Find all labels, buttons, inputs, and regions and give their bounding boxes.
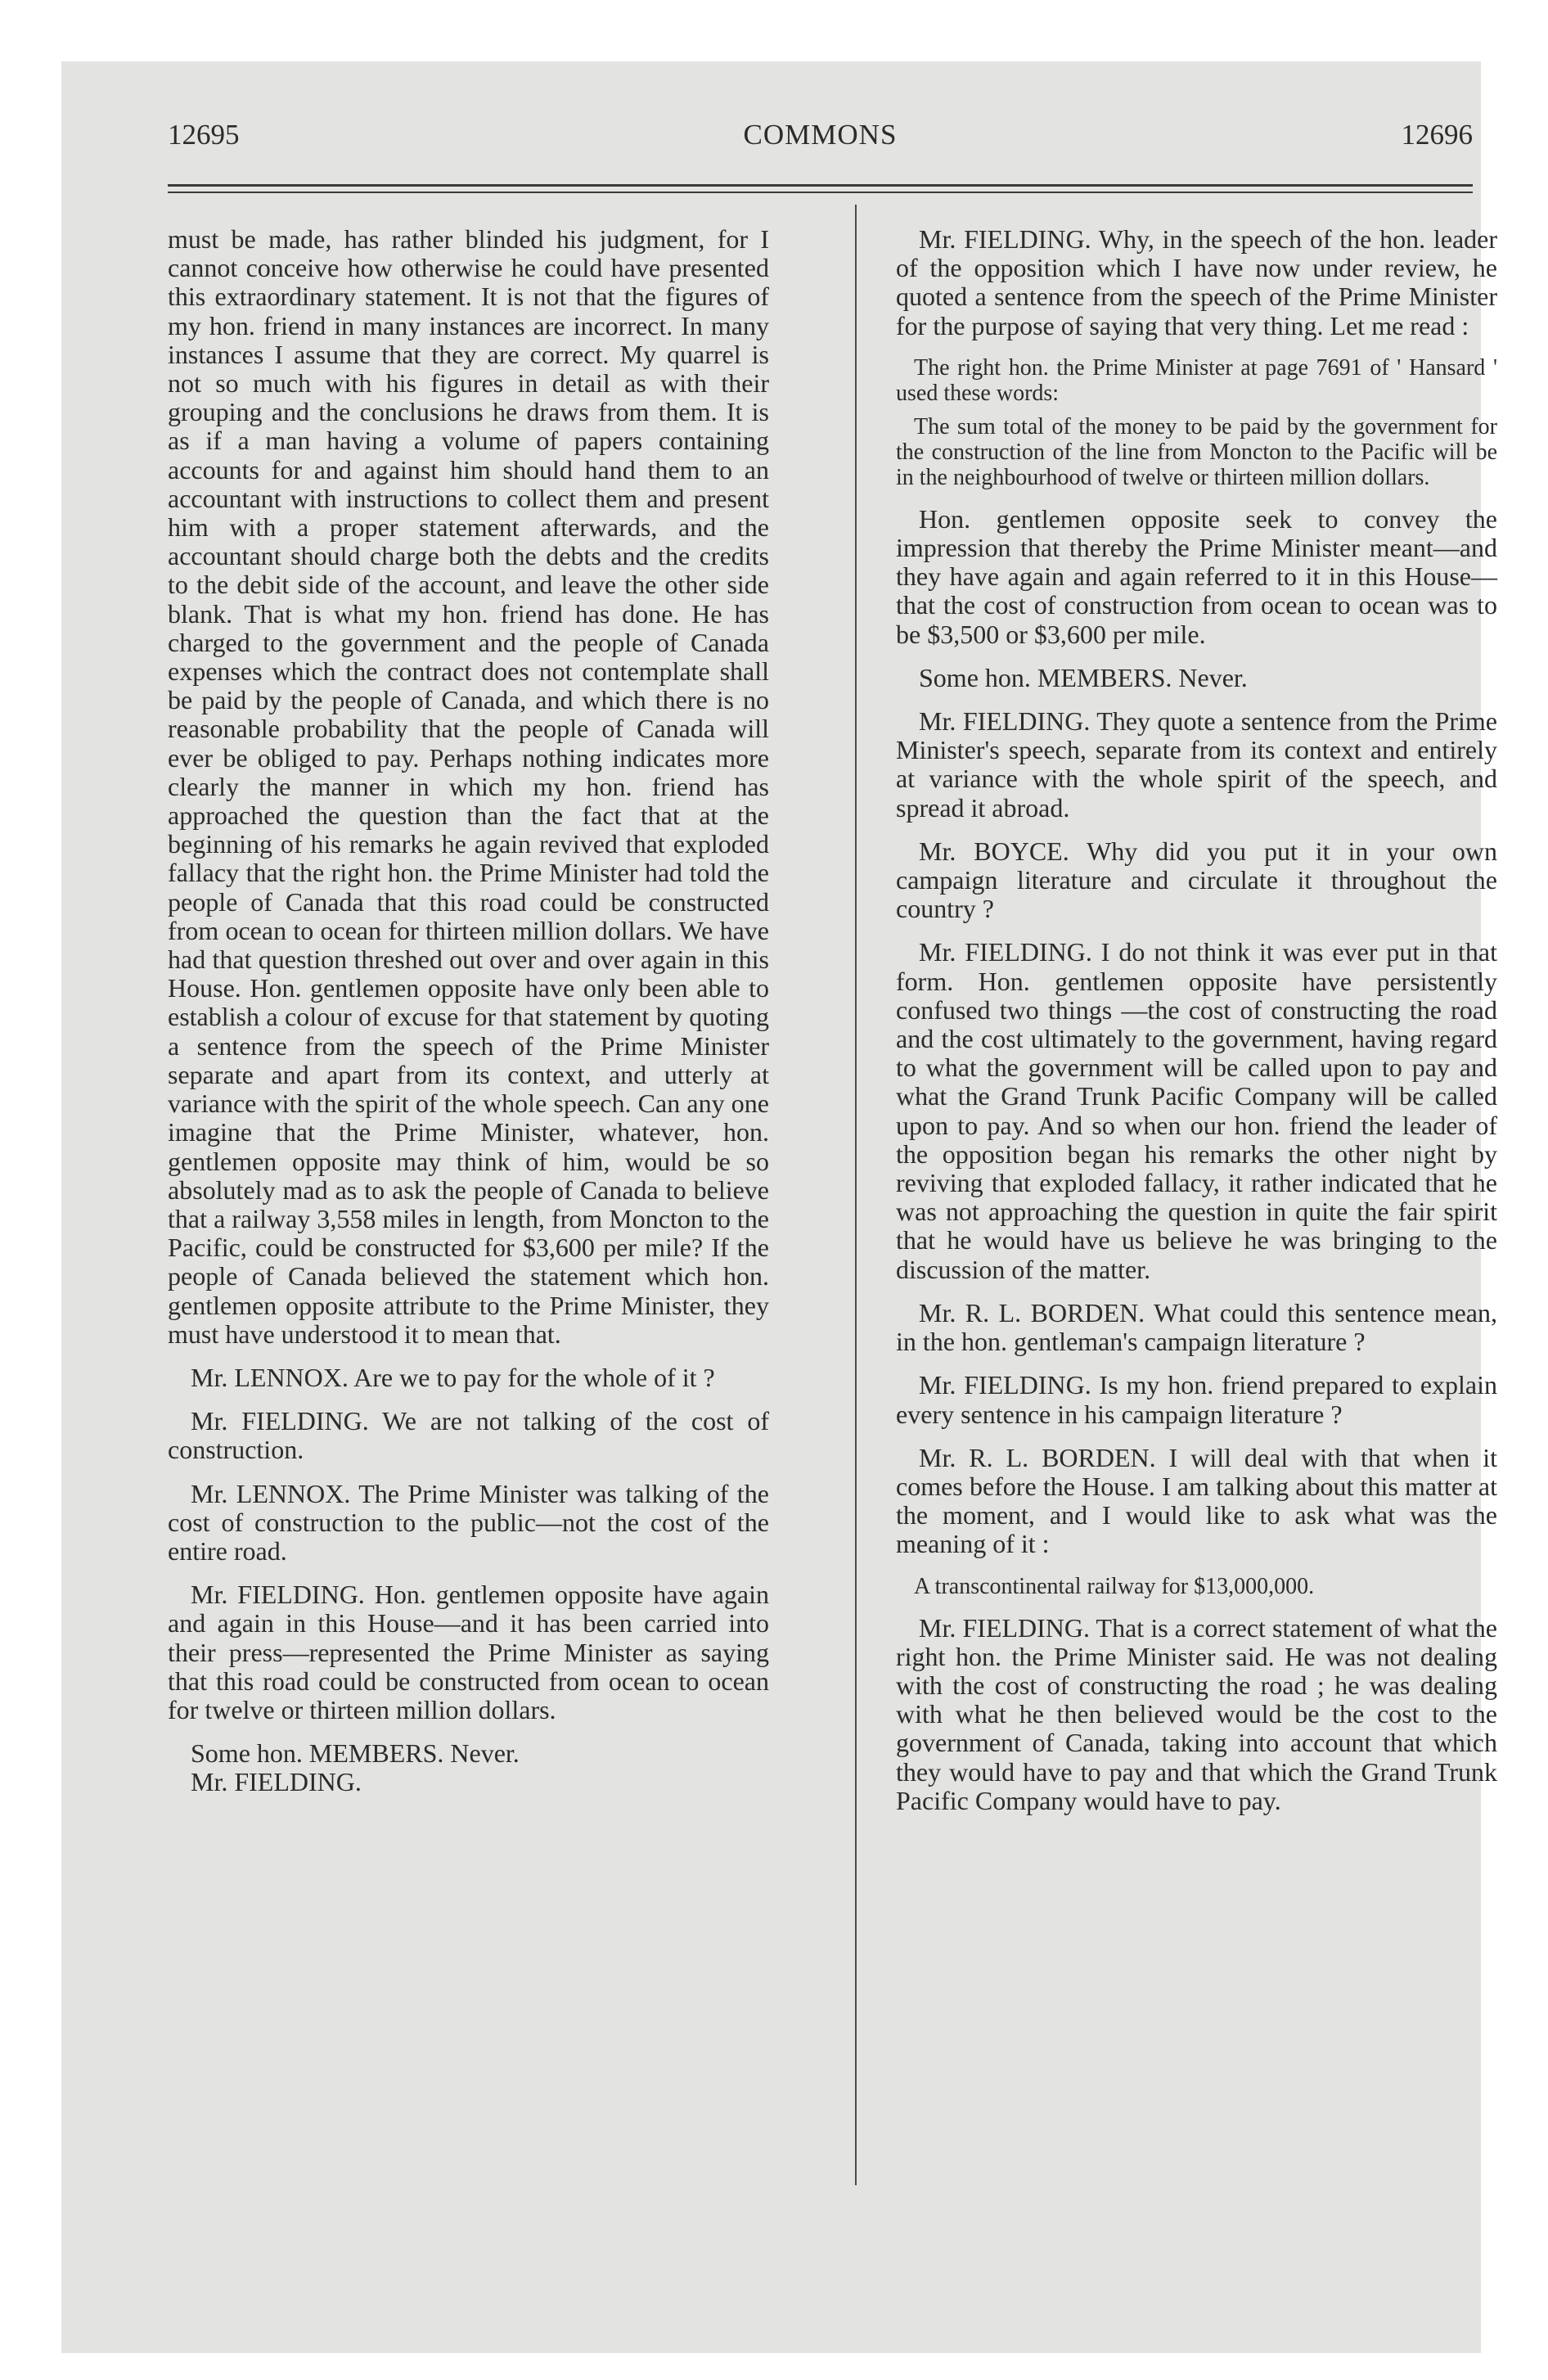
paragraph: Mr. FIELDING. I do not think it was ever put in that form. Hon. gentlemen opposite have persistently confused two things —the cost of constructing the road and the cost ultimately to the government, having regard to what the government will be called upon to pay and what the Grand Trunk Pacific Company will be called upon to pay. And so when our hon. friend the leader of the opposition began his remarks the other night by reviving that exploded fallacy, it rather indicated that he was not approaching the question in quite the fair spirit that he would have us believe he was bringing to the discussion of the matter. xyxy=(896,937,1497,1284)
column-divider xyxy=(855,205,857,2185)
paragraph: Mr. FIELDING. We are not talking of the cost of construction. xyxy=(168,1406,769,1465)
paragraph: Mr. FIELDING. Hon. gentlemen opposite have again and again in this House—and it has been carried into their press—represented the Prime Minister as saying that this road could be constructed from ocean to ocean for twelve or thirteen million dollars. xyxy=(168,1580,769,1724)
paragraph: Mr. FIELDING. That is a correct statement of what the right hon. the Prime Minister said. He was not dealing with the cost of constructing the road ; he was dealing with what he then believed would be the cost to the government of Canada, taking into account that which they would have to pay and that which the Grand Trunk Pacific Company would have to pay. xyxy=(896,1612,1497,1815)
paragraph: Mr. R. L. BORDEN. I will deal with that when it comes before the House. I am talking about this matter at the moment, and I would like to ask what was the meaning of it : xyxy=(896,1442,1497,1559)
header-rule-top xyxy=(168,184,1473,187)
quote-intro: The right hon. the Prime Minister at page 7691 of ' Hansard ' used these words: xyxy=(896,354,1497,406)
paragraph: Mr. LENNOX. The Prime Minister was talking of the cost of construction to the public—not the cost of the entire road. xyxy=(168,1478,769,1566)
running-title: COMMONS xyxy=(743,119,898,151)
block-quote: A transcontinental railway for $13,000,000. xyxy=(914,1573,1315,1599)
page-number-right: 12696 xyxy=(1401,119,1473,151)
paragraph: Mr. R. L. BORDEN. What could this sentence mean, in the hon. gentleman's campaign literature ? xyxy=(896,1297,1497,1357)
header-rule-bottom xyxy=(168,192,1473,193)
paragraph: Some hon. MEMBERS. Never. xyxy=(919,662,1248,692)
paragraph: Mr. FIELDING. They quote a sentence from the Prime Minister's speech, separate from its context and entirely at variance with the whole spirit of the speech, and spread it abroad. xyxy=(896,706,1497,823)
page-header xyxy=(168,119,1473,160)
paragraph: Mr. FIELDING. xyxy=(191,1767,362,1797)
left-column xyxy=(168,225,769,1812)
block-quote: The sum total of the money to be paid by the government for the construction of the line from Moncton to the Pacific will be in the neighbourhood of twelve or thirteen million dollars. xyxy=(896,413,1497,490)
paragraph: Some hon. MEMBERS. Never. xyxy=(191,1738,520,1769)
right-column xyxy=(896,225,1497,1830)
paragraph: Hon. gentlemen opposite seek to convey the impression that thereby the Prime Minister meant—and they have again and again referred to it in this House—that the cost of construction from ocean to ocean was to be $3,500 or $3,600 per mile. xyxy=(896,503,1497,649)
paragraph: Mr. LENNOX. Are we to pay for the whole of it ? xyxy=(191,1362,715,1392)
page-number-left: 12695 xyxy=(168,119,240,151)
paragraph: Mr. FIELDING. Is my hon. friend prepared to explain every sentence in his campaign literature ? xyxy=(896,1370,1497,1429)
page-scan xyxy=(61,61,1497,2353)
paragraph: Mr. FIELDING. Why, in the speech of the hon. leader of the opposition which I have now under review, he quoted a sentence from the speech of the Prime Minister for the purpose of saying that very thing. Let me read : xyxy=(896,224,1497,340)
paragraph: must be made, has rather blinded his judgment, for I cannot conceive how otherwise he could have presented this extraordinary statement. It is not that the figures of my hon. friend in many instances are incorrect. In many instances I assume that they are correct. My quarrel is not so much with his figures in detail as with their grouping and the conclusions he draws from them. It is as if a man having a volume of papers containing accounts for and against him should hand them to an accountant with instructions to collect them and present him with a proper statement afterwards, and the accountant should charge both the debts and the credits to the debit side of the account, and leave the other side blank. That is what my hon. friend has done. He has charged to the government and the people of Canada expenses which the contract does not contemplate shall be paid by the people of Canada, and which there is no reasonable probability that the people of Canada will ever be obliged to pay. Perhaps nothing indicates more clearly the manner in which my hon. friend has approached the question than the fact that at the beginning of his remarks he again revived that exploded fallacy that the right hon. the Prime Minister had told the people of Canada that this road could be constructed from ocean to ocean for thirteen million dollars. We have had that question threshed out over and over again in this House. Hon. gentlemen opposite have only been able to establish a colour of excuse for that statement by quoting a sentence from the speech of the Prime Minister separate and apart from its context, and utterly at variance with the spirit of the whole speech. Can any one imagine that the Prime Minister, whatever, hon. gentlemen opposite may think of him, would be so absolutely mad as to ask the people of Canada to believe that a railway 3,558 miles in length, from Moncton to the Pacific, could be constructed for $3,600 per mile? If the people of Canada believed the statement which hon. gentlemen opposite attribute to the Prime Minister, they must have understood it to mean that. xyxy=(168,224,769,1349)
paragraph: Mr. BOYCE. Why did you put it in your own campaign literature and circulate it throughout the country ? xyxy=(896,836,1497,924)
